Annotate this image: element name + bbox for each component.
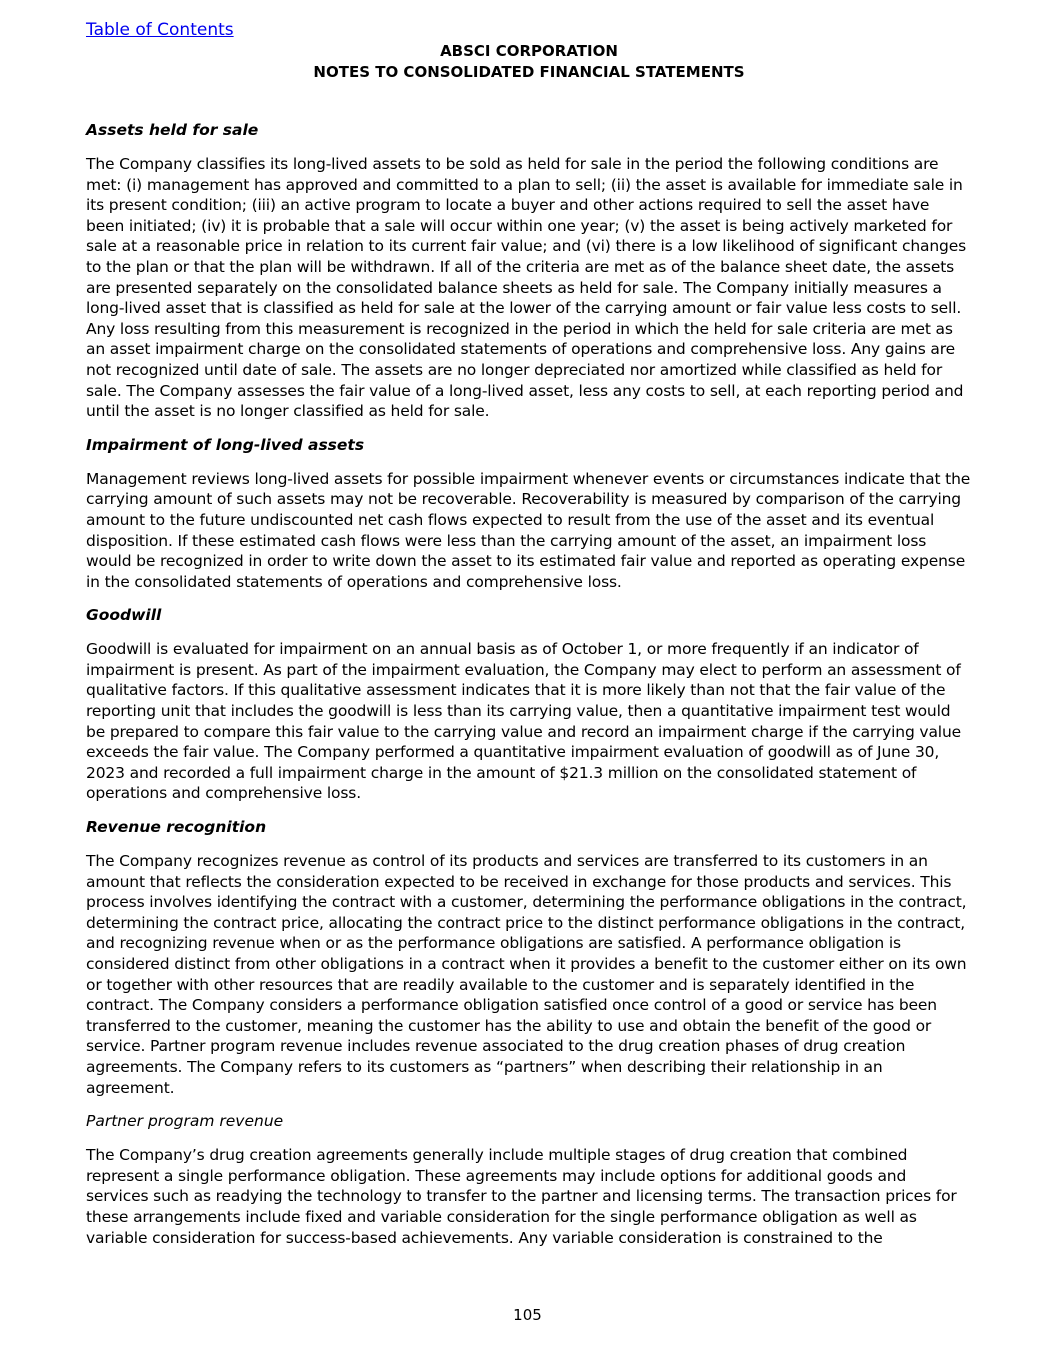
subsection-body-partner-program-revenue: The Company’s drug creation agreements generally include multiple stages of drug creation that combined represent a single performance obligation. These agreements may include options for additional goods and services such as readying the technology to transfer to the partner and licensing terms. The transaction prices for these arrangements include fixed and variable consideration for the single performance obligation as well as variable consideration for success-based achievements. Any variable consideration is constrained to the — [86, 1146, 957, 1247]
section-heading-impairment: Impairment of long-lived assets — [86, 435, 365, 454]
section-heading-assets-held-for-sale: Assets held for sale — [86, 121, 259, 139]
section-heading-goodwill: Goodwill — [86, 606, 162, 625]
document-body — [86, 120, 972, 1261]
section-body-revenue-recognition: The Company recognizes revenue as control of its products and services are transferred to its customers in an amount that reflects the consideration expected to be received in exchange for those products and services. This process involves identifying the contract with a customer, determining the performance obligations in the contract, determining the contract price, allocating the contract price to the distinct performance obligations in the contract, and recognizing revenue when or as the performance obligations are satisfied. A performance obligation is considered distinct from other obligations in a contract when it provides a benefit to the customer either on its own or together with other resources that are readily available to the customer and is separately identified in the contract. The Company considers a performance obligation satisfied once control of a good or service has been transferred to the customer, meaning the customer has the ability to use and obtain the benefit of the good or service. Partner program revenue includes revenue associated to the drug creation phases of drug creation agreements. The Company refers to its customers as “partners” when describing their relationship in an agreement. — [86, 852, 967, 1097]
page-number: 105 — [513, 1306, 542, 1324]
document-title: NOTES TO CONSOLIDATED FINANCIAL STATEMENTS — [313, 63, 745, 81]
section-body-goodwill: Goodwill is evaluated for impairment on an annual basis as of October 1, or more frequently if an indicator of impairment is present. As part of the impairment evaluation, the Company may elect to perform an assessment of qualitative factors. If this qualitative assessment indicates that it is more likely than not that the fair value of the reporting unit that includes the goodwill is less than its carrying value, then a quantitative impairment test would be prepared to compare this fair value to the carrying value and record an impairment charge if the carrying value exceeds the fair value. The Company performed a quantitative impairment evaluation of goodwill as of June 30, 2023 and recorded a full impairment charge in the amount of $21.3 million on the consolidated statement of operations and comprehensive loss. — [86, 640, 962, 803]
subsection-heading-partner-program-revenue: Partner program revenue — [86, 1112, 284, 1131]
section-body-impairment: Management reviews long-lived assets for possible impairment whenever events or circumstances indicate that the carrying amount of such assets may not be recoverable. Recoverability is measured by comparison of the carrying amount to the future undiscounted net cash flows expected to result from the use of the asset and its eventual disposition. If these estimated cash flows were less than the carrying amount of the asset, an impairment loss would be recognized in order to write down the asset to its estimated fair value and reported as operating expense in the consolidated statements of operations and comprehensive loss. — [86, 469, 971, 591]
section-body-assets-held-for-sale: The Company classifies its long-lived assets to be sold as held for sale in the period the following conditions are met: (i) management has approved and committed to a plan to sell; (ii) the asset is available for immediate sale in its present condition; (iii) an active program to locate a buyer and other actions required to sell the asset have been initiated; (iv) it is probable that a sale will occur within one year; (v) the asset is being actively marketed for sale at a reasonable price in relation to its current fair value; and (vi) there is a low likelihood of significant changes to the plan or that the plan will be withdrawn. If all of the criteria are met as of the balance sheet date, the assets are presented separately on the consolidated balance sheets as held for sale. The Company initially measures a long-lived asset that is classified as held for sale at the lower of the carrying amount or fair value less costs to sell. Any loss resulting from this measurement is recognized in the period in which the held for sale criteria are met as an asset impairment charge on the consolidated statements of operations and comprehensive loss. Any gains are not recognized until date of sale. The assets are no longer depreciated nor amortized while classified as held for sale. The Company assesses the fair value of a long-lived asset, less any costs to sell, at each reporting period and until the asset is no longer classified as held for sale. — [86, 155, 967, 421]
section-heading-revenue-recognition: Revenue recognition — [86, 818, 267, 837]
company-name: ABSCI CORPORATION — [440, 42, 618, 60]
table-of-contents-link[interactable]: Table of Contents — [86, 20, 234, 40]
document-header — [86, 41, 972, 83]
